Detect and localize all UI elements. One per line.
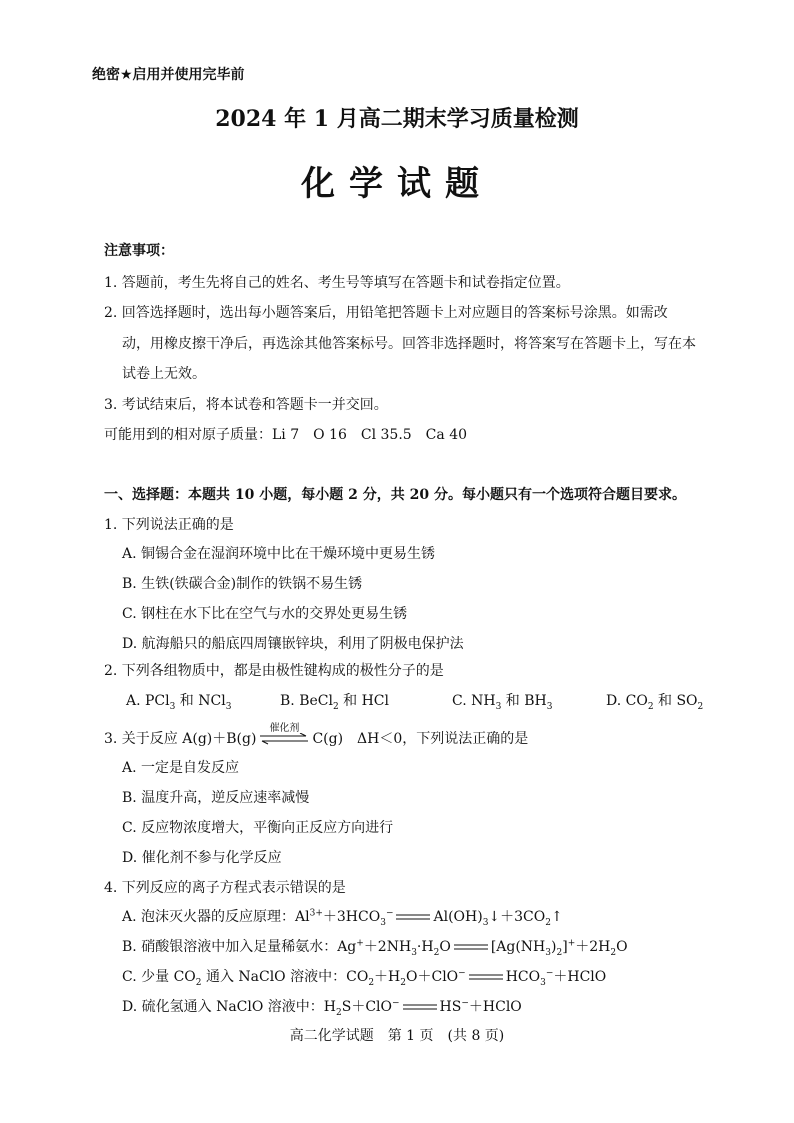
q2-option-c: C. $NH_3$ 和 $BH_3$	[452, 693, 553, 712]
equals-arrow-icon	[403, 1003, 437, 1011]
q4-option-c: C. 少量 $CO_2$ 通入 NaClO 溶液中：$CO_2+H_2O+ClO^-$ $HCO_3^-+HClO$	[122, 968, 607, 988]
q4-option-d: D. 硫化氢通入 NaClO 溶液中：$H_2S+ClO^-$ HS−＋HClO	[122, 998, 522, 1018]
note-item-3: 3. 考试结束后，将本试卷和答题卡一并交回。	[104, 397, 388, 413]
atomic-masses: 可能用到的相对原子质量：Li 7 O 16 Cl 35.5 Ca 40	[104, 427, 468, 443]
q2-option-a: A. PCl$_3$ 和 NCl$_3$	[126, 693, 232, 712]
q1-stem: 1. 下列说法正确的是	[104, 517, 234, 533]
notes-heading: 注意事项：	[104, 243, 174, 259]
q3-option-a: A. 一定是自发反应	[122, 760, 240, 776]
catalyst-label: 催化剂	[269, 723, 300, 734]
reversible-arrow-icon	[258, 723, 310, 747]
note-item-2: 2. 回答选择题时，选出每小题答案后，用铅笔把答题卡上对应题目的答案标号涂黑。如需改	[104, 305, 668, 321]
page-footer: 高二化学试题 第 1 页 (共 8 页)	[289, 1028, 505, 1044]
q3-stem: 3. 关于反应 A(g)＋B(g) 催化剂 C(g) ΔH＜0，下列说法正确的是	[104, 728, 528, 748]
equals-arrow-icon	[454, 943, 488, 951]
q1-option-c: C. 钢柱在水下比在空气与水的交界处更易生锈	[122, 606, 408, 622]
equals-arrow-icon	[469, 973, 503, 981]
subject-title: 化学试题	[301, 164, 493, 204]
q1-option-b: B. 生铁(铁碳合金)制作的铁锅不易生锈	[122, 576, 363, 592]
section-heading: 一、选择题：本题共 10 小题，每小题 2 分，共 20 分。每小题只有一个选项符合题目要求。	[104, 487, 686, 503]
note-item-2-cont2: 试卷上无效。	[122, 366, 206, 382]
note-item-1: 1. 答题前，考生先将自己的姓名、考生号等填写在答题卡和试卷指定位置。	[104, 275, 570, 291]
confidential-label: 绝密★启用并使用完毕前	[92, 67, 245, 83]
q1-option-d: D. 航海船只的船底四周镶嵌锌块，利用了阴极电保护法	[122, 636, 464, 652]
q2-option-d: D. $CO_2$ 和 $SO_2$	[606, 693, 704, 712]
q2-stem: 2. 下列各组物质中，都是由极性键构成的极性分子的是	[104, 663, 444, 679]
note-item-2-cont: 动，用橡皮擦干净后，再选涂其他答案标号。回答非选择题时，将答案写在答题卡上，写在本	[122, 336, 696, 352]
q2-option-b: B. BeCl$_2$ 和 HCl	[280, 693, 389, 712]
q4-stem: 4. 下列反应的离子方程式表示错误的是	[104, 880, 346, 896]
q4-option-a: A. 泡沫灭火器的反应原理：$Al^{3+}+3HCO_3^-$ $Al(OH)_3↓+3CO_2↑$	[122, 908, 563, 928]
q4-option-b: B. 硝酸银溶液中加入足量稀氨水：$Ag^++2NH_3\cdot H_2O$ $[Ag(NH_3)_2]^++2H_2O$	[122, 938, 628, 958]
q1-option-a: A. 铜锡合金在湿润环境中比在干燥环境中更易生锈	[122, 546, 436, 562]
equals-arrow-icon	[396, 913, 430, 921]
exam-title: 2024 年 1 月高二期末学习质量检测	[215, 106, 579, 132]
q3-option-d: D. 催化剂不参与化学反应	[122, 850, 282, 866]
q3-option-b: B. 温度升高，逆反应速率减慢	[122, 790, 310, 806]
q3-option-c: C. 反应物浓度增大，平衡向正反应方向进行	[122, 820, 394, 836]
